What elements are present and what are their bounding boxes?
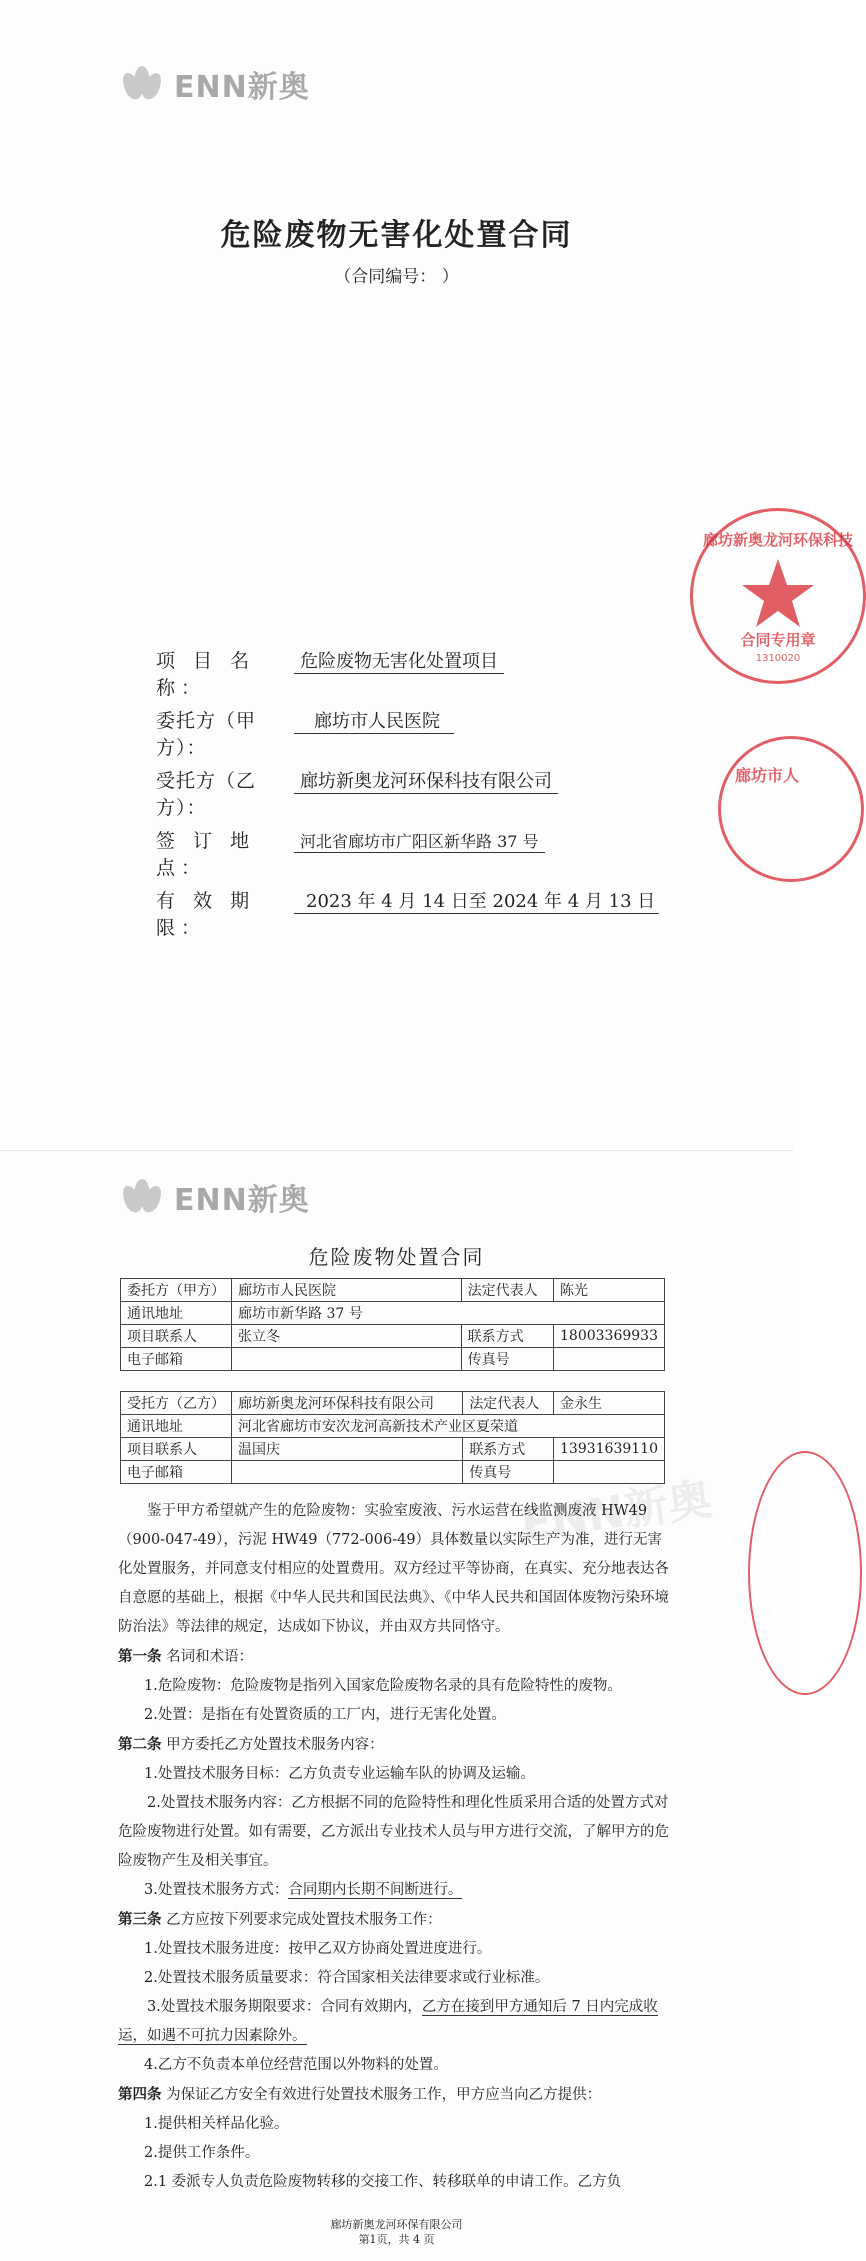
enn-logo <box>120 1175 310 1219</box>
article-number: 第四条 <box>118 2086 162 2103</box>
field-validity <box>156 886 659 940</box>
article-title: 甲方委托乙方处置技术服务内容： <box>161 1737 384 1753</box>
seal-bottom-text: 合同专用章 <box>740 631 816 649</box>
item-text: 3.处置技术服务方式： <box>144 1882 289 1898</box>
table-cell: 法定代表人 <box>461 1279 553 1302</box>
article-number: 第一条 <box>118 1648 162 1665</box>
article-3-item-2: 2.处置技术服务质量要求：符合国家相关法律要求或行业标准。 <box>144 1970 550 1986</box>
table-cell <box>232 1461 463 1484</box>
article-4-item-1: 1.提供相关样品化验。 <box>144 2116 289 2132</box>
item-text: 3.处置技术服务期限要求：合同有效期内， <box>147 1999 422 2015</box>
field-project-name <box>156 646 504 700</box>
page-footer <box>0 2217 793 2247</box>
table-cell: 电子邮箱 <box>121 1461 232 1484</box>
article-1-item-2: 2.处置：是指在有处置资质的工厂内，进行无害化处置。 <box>144 1707 506 1723</box>
table-cell: 廊坊市人民医院 <box>232 1279 462 1302</box>
article-1-heading <box>118 1642 673 1672</box>
field-label: 签 订 地 点： <box>156 830 256 879</box>
table-cell: 廊坊市新华路 37 号 <box>232 1302 665 1325</box>
table-row <box>121 1302 665 1325</box>
table-row <box>121 1279 665 1302</box>
article-2-heading <box>118 1730 673 1760</box>
logo-text: ENN新奥 <box>174 1183 310 1218</box>
field-location <box>156 826 545 880</box>
table-cell: 通讯地址 <box>121 1302 232 1325</box>
table-cell: 13931639110 <box>554 1438 665 1461</box>
article-title: 为保证乙方安全有效进行处置技术服务工作，甲方应当向乙方提供： <box>161 2087 602 2103</box>
party-a-table <box>120 1278 665 1371</box>
logo-text: ENN新奥 <box>174 70 310 105</box>
table-cell: 电子邮箱 <box>121 1348 232 1371</box>
watermark: ENN新奥 <box>518 1473 715 1552</box>
field-value: 廊坊新奥龙河环保科技有限公司 <box>294 767 558 794</box>
table-cell: 温国庆 <box>232 1438 463 1461</box>
table-cell: 受托方（乙方） <box>121 1392 232 1415</box>
table-row <box>121 1461 665 1484</box>
table-cell: 河北省廊坊市安次龙河高新技术产业区夏荣道 <box>232 1415 665 1438</box>
contract-page-1 <box>0 1150 793 2261</box>
table-cell: 张立冬 <box>232 1325 462 1348</box>
table-cell: 廊坊新奥龙河环保科技有限公司 <box>232 1392 463 1415</box>
footer-page-number: 第1页，共 4 页 <box>358 2233 435 2246</box>
table-row <box>121 1438 665 1461</box>
field-party-a <box>156 706 454 760</box>
table-cell: 联系方式 <box>461 1325 553 1348</box>
article-number: 第三条 <box>118 1911 162 1928</box>
article-3-item-3 <box>118 1993 673 2051</box>
field-label: 有 效 期 限： <box>156 890 256 939</box>
table-row <box>121 1325 665 1348</box>
field-value: 河北省廊坊市广阳区新华路 37 号 <box>294 829 545 853</box>
table-cell: 联系方式 <box>463 1438 554 1461</box>
table-cell: 项目联系人 <box>121 1438 232 1461</box>
article-4-item-2: 2.提供工作条件。 <box>144 2145 260 2161</box>
hospital-seal <box>718 736 864 882</box>
article-2-item-3 <box>118 1876 673 1905</box>
table-cell: 陈光 <box>554 1279 665 1302</box>
article-title: 名词和术语： <box>161 1649 254 1665</box>
enn-logo <box>120 62 310 106</box>
field-label: 项 目 名 称： <box>156 650 256 699</box>
article-2-item-2: 2.处置技术服务内容：乙方根据不同的危险特性和理化性质采用合适的处置方式对危险废物进行处置。如有需要，乙方派出专业技术人员与甲方进行交流，了解甲方的危险废物产生及相关事宜。 <box>118 1795 669 1869</box>
field-value: 危险废物无害化处置项目 <box>294 647 504 674</box>
intro-paragraph: 鉴于甲方希望就产生的危险废物：实验室废液、污水运营在线监测废液 HW49（900-047-49），污泥 HW49（772-006-49）具体数量以实际生产为准，进行无害化处置服务，并同意支付相应的处置费用。双方经过平等协商，在真实、充分地表达各自意愿的基础上，根据《中华人民共和国民法典》、《中华人民共和国固体废物污染环境防治法》等法律的规定，达成如下协议，并由双方共同恪守。 <box>118 1503 669 1635</box>
seal-top-text: 廊坊新奥龙河环保科技 <box>702 531 853 549</box>
party-b-table <box>120 1391 665 1484</box>
field-value: 廊坊市人民医院 <box>294 707 454 734</box>
underlined-text: 乙方在接到甲方通知后 7 日内完成收运，如遇不可抗力因素除外。 <box>118 1999 658 2044</box>
table-cell: 通讯地址 <box>121 1415 232 1438</box>
page-title: 危险废物处置合同 <box>308 1245 485 1269</box>
contract-seal <box>690 508 866 684</box>
article-2-item-1: 1.处置技术服务目标：乙方负责专业运输车队的协调及运输。 <box>144 1766 535 1782</box>
article-title: 乙方应按下列要求完成处置技术服务工作： <box>161 1912 442 1928</box>
table-cell <box>554 1461 665 1484</box>
article-3-item-4: 4.乙方不负责本单位经营范围以外物料的处置。 <box>144 2057 448 2073</box>
underlined-text: 合同期内长期不间断进行。 <box>288 1882 463 1898</box>
article-3-item-1: 1.处置技术服务进度：按甲乙双方协商处置进度进行。 <box>144 1941 492 1957</box>
article-1-item-1: 1.危险废物：危险废物是指列入国家危险废物名录的具有危险特性的废物。 <box>144 1678 622 1694</box>
field-label: 委托方（甲 方）： <box>156 710 257 759</box>
partial-seal <box>748 1451 862 1695</box>
table-row <box>121 1348 665 1371</box>
table-cell: 传真号 <box>463 1461 554 1484</box>
enn-logo-icon <box>120 1175 164 1219</box>
article-4-heading <box>118 2080 673 2110</box>
table-cell: 法定代表人 <box>463 1392 554 1415</box>
table-cell <box>232 1348 462 1371</box>
table-cell: 金永生 <box>554 1392 665 1415</box>
table-row <box>121 1415 665 1438</box>
field-party-b <box>156 766 558 820</box>
table-cell: 18003369933 <box>554 1325 665 1348</box>
footer-company: 廊坊新奥龙河环保有限公司 <box>330 2218 463 2231</box>
table-cell <box>554 1348 665 1371</box>
seal-text: 廊坊市人 <box>735 766 800 785</box>
table-cell: 项目联系人 <box>121 1325 232 1348</box>
enn-logo-icon <box>120 62 164 106</box>
table-cell: 传真号 <box>461 1348 553 1371</box>
table-cell: 委托方（甲方） <box>121 1279 232 1302</box>
seal-number: 1310020 <box>755 653 801 664</box>
article-3-heading <box>118 1905 673 1935</box>
contract-title: 危险废物无害化处置合同 <box>220 218 573 253</box>
article-number: 第二条 <box>118 1736 162 1753</box>
contract-body <box>118 1497 673 2197</box>
contract-number: （合同编号： ） <box>334 267 459 287</box>
article-4-item-2-1: 2.1 委派专人负责危险废物转移的交接工作、转移联单的申请工作。乙方负 <box>144 2174 622 2190</box>
table-row <box>121 1392 665 1415</box>
field-value: 2023 年 4 月 14 日至 2024 年 4 月 13 日 <box>294 887 659 914</box>
field-label: 受托方（乙 方）： <box>156 770 257 819</box>
